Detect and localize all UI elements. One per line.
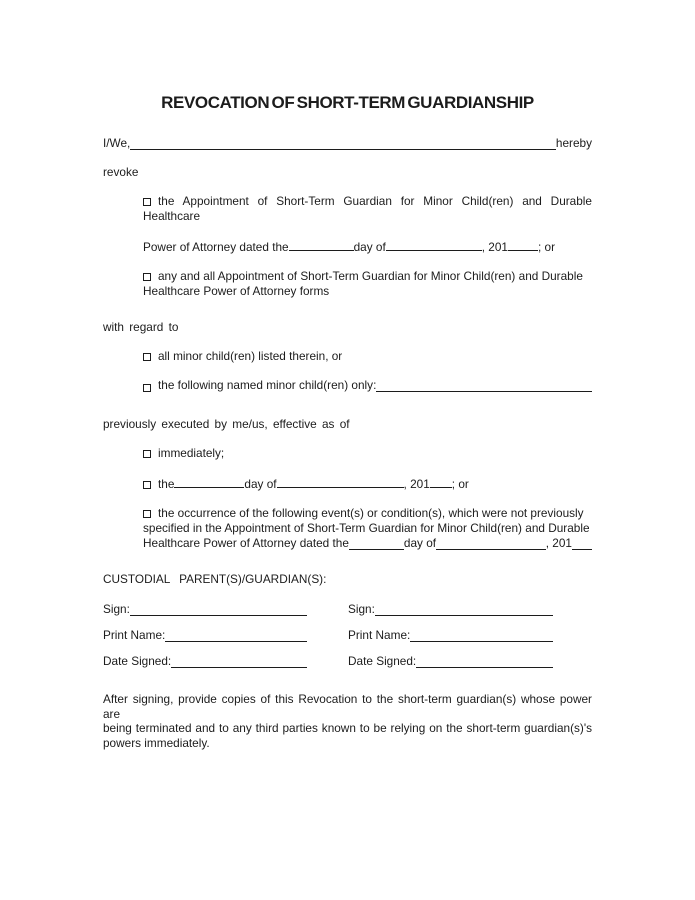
opt1-month-field[interactable] [386, 238, 482, 251]
option-named-minor-children [143, 378, 592, 393]
print-name-label-right: Print Name: [348, 628, 411, 642]
intro-line [103, 136, 592, 151]
eff-day-of-text: day of [244, 477, 277, 491]
effective-heading: previously executed by me/us, effective as of [103, 417, 350, 431]
checkbox-immediately[interactable] [143, 450, 151, 458]
sign-field-left[interactable] [130, 615, 307, 616]
option-effective-date [143, 475, 592, 492]
hereby-label: hereby [555, 136, 592, 150]
sign-right [348, 602, 553, 617]
custodial-heading: CUSTODIAL PARENT(S)/GUARDIAN(S): [103, 572, 327, 586]
eff-year-field[interactable] [430, 475, 452, 488]
eff-month-field[interactable] [277, 475, 404, 488]
sign-row [103, 602, 592, 617]
occ-month-field[interactable] [436, 549, 546, 550]
option-occurrence-line2: specified in the Appointment of Short-Term Guardian for Minor Child(ren) and Durable [143, 521, 590, 535]
print-name-left [103, 628, 307, 643]
print-name-field-left[interactable] [165, 641, 307, 642]
option-appointment-dated-text: the Appointment of Short-Term Guardian for Minor Child(ren) and Durable Healthcare [143, 194, 592, 223]
checkbox-occurrence[interactable] [143, 510, 151, 518]
after-signing-line1: After signing, provide copies of this Revocation to the short-term guardian(s) whose power are [103, 692, 592, 721]
date-signed-left [103, 654, 307, 669]
after-signing-line2: being terminated and to any third parties known to be relying on the short-term guardian(s)'s [103, 721, 592, 736]
checkbox-any-and-all[interactable] [143, 273, 151, 281]
date-signed-field-right[interactable] [416, 667, 553, 668]
named-children-field[interactable] [376, 391, 592, 392]
iwe-names-field[interactable] [130, 149, 556, 150]
checkbox-all-minor-children[interactable] [143, 353, 151, 361]
option-named-minor-children-text: the following named minor child(ren) only: [158, 378, 377, 392]
eff-or-text: ; or [451, 477, 469, 491]
date-signed-right [348, 654, 553, 669]
sign-label-right: Sign: [348, 602, 375, 616]
dated-the-text: Power of Attorney dated the [143, 240, 289, 254]
revocation-options-group [143, 194, 592, 299]
option-any-and-all-line1: any and all Appointment of Short-Term Guardian for Minor Child(ren) and Durable [158, 269, 583, 283]
checkbox-effective-date[interactable] [143, 481, 151, 489]
print-name-row [103, 628, 592, 643]
page-title: REVOCATION OF SHORT-TERM GUARDIANSHIP [161, 93, 534, 112]
after-signing-line3: powers immediately. [103, 735, 210, 750]
checkbox-appointment-dated[interactable] [143, 198, 151, 206]
option-all-minor-children-text: all minor child(ren) listed therein, or [158, 349, 343, 363]
opt1-day-field[interactable] [289, 238, 354, 251]
checkbox-named-minor-children[interactable] [143, 384, 151, 392]
occ-dated-the-text: Healthcare Power of Attorney dated the [143, 536, 349, 550]
or-text: ; or [537, 240, 556, 254]
option-appointment-dated-line2 [143, 238, 592, 255]
with-regard-group [143, 349, 592, 393]
option-occurrence [143, 506, 592, 521]
revoke-label: revoke [103, 165, 139, 179]
eff-day-field[interactable] [174, 475, 244, 488]
option-immediately [143, 446, 592, 461]
option-any-and-all [143, 269, 592, 284]
date-signed-label-right: Date Signed: [348, 654, 417, 668]
occ-year-prefix-text: , 201 [545, 536, 572, 550]
option-all-minor-children [143, 349, 592, 364]
eff-year-prefix-text: , 201 [403, 477, 430, 491]
document-content [103, 0, 592, 750]
print-name-right [348, 628, 553, 643]
opt1-year-field[interactable] [508, 238, 538, 251]
occ-day-of-text: day of [403, 536, 437, 550]
option-any-and-all-line2: Healthcare Power of Attorney forms [143, 284, 330, 298]
year-prefix-text: , 201 [481, 240, 508, 254]
date-signed-label-left: Date Signed: [103, 654, 172, 668]
option-immediately-text: immediately; [158, 446, 225, 460]
option-occurrence-line3 [143, 536, 592, 551]
option-occurrence-line1: the occurrence of the following event(s) or condition(s), which were not previously [158, 506, 584, 520]
sign-label-left: Sign: [103, 602, 130, 616]
option-appointment-dated [143, 194, 592, 224]
iwe-label: I/We, [103, 136, 131, 150]
after-signing-note [103, 692, 592, 750]
occ-year-field[interactable] [572, 537, 592, 550]
sign-left [103, 602, 307, 617]
sign-field-right[interactable] [375, 615, 553, 616]
effective-options-group [143, 446, 592, 551]
date-signed-field-left[interactable] [171, 667, 307, 668]
print-name-field-right[interactable] [410, 641, 553, 642]
day-of-text: day of [353, 240, 386, 254]
print-name-label-left: Print Name: [103, 628, 166, 642]
eff-the-text: the [158, 477, 175, 491]
with-regard-heading: with regard to [103, 320, 179, 334]
date-signed-row [103, 654, 592, 669]
occ-day-field[interactable] [349, 537, 404, 550]
